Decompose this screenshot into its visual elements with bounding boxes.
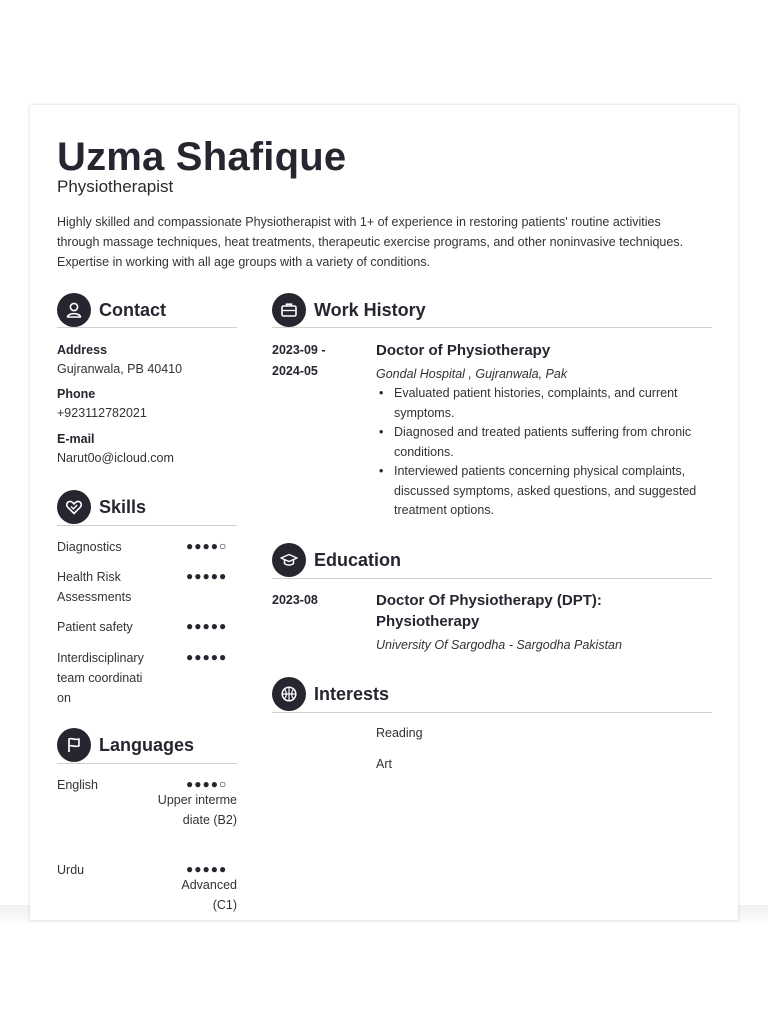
email-label: E-mail bbox=[57, 432, 95, 446]
job-duty: • Interviewed patients concerning physical complaints, discussed symptoms, asked questions, and suggested treatment options. bbox=[376, 462, 701, 521]
language-rating-dots: ●●●●● bbox=[186, 862, 228, 876]
work-divider bbox=[272, 327, 712, 328]
job-duty: • Evaluated patient histories, complaints, and current symptoms. bbox=[376, 384, 701, 423]
basketball-icon bbox=[272, 677, 306, 711]
education-section-header bbox=[272, 543, 401, 577]
flag-icon bbox=[57, 728, 91, 762]
education-heading: Education bbox=[314, 549, 402, 570]
phone-label: Phone bbox=[57, 387, 96, 401]
work-section-header bbox=[272, 293, 426, 327]
contact-section-header bbox=[57, 293, 166, 327]
interests-heading: Interests bbox=[314, 683, 390, 704]
languages-divider bbox=[57, 763, 237, 764]
skill-name: Interdisciplinary team coordination bbox=[57, 651, 144, 705]
interests-divider bbox=[272, 712, 712, 713]
graduation-cap-icon bbox=[272, 543, 306, 577]
job-dates: 2023-09 - 2024-05 bbox=[272, 343, 326, 378]
email-value: Narut0o@icloud.com bbox=[57, 451, 174, 465]
education-degree: Doctor Of Physiotherapy (DPT): Physiotherapy bbox=[376, 592, 602, 630]
job-duty: • Diagnosed and treated patients suffering from chronic conditions. bbox=[376, 423, 701, 462]
candidate-name: Uzma Shafique bbox=[57, 135, 347, 179]
skill-rating-dots: ●●●●● bbox=[186, 650, 228, 664]
language-name: English bbox=[57, 778, 98, 792]
language-rating-dots: ●●●●○ bbox=[186, 777, 228, 791]
phone-value: +923112782021 bbox=[57, 406, 147, 420]
interest-item: Reading bbox=[376, 726, 423, 740]
briefcase-icon bbox=[272, 293, 306, 327]
work-heading: Work History bbox=[314, 299, 426, 320]
puzzle-heart-icon bbox=[57, 490, 91, 524]
languages-section-header bbox=[57, 728, 194, 762]
education-school: University Of Sargodha - Sargodha Pakistan bbox=[376, 638, 622, 652]
skill-name: Health Risk Assessments bbox=[57, 570, 132, 604]
address-value: Gujranwala, PB 40410 bbox=[57, 362, 183, 376]
skills-heading: Skills bbox=[99, 496, 147, 517]
job-employer: Gondal Hospital , Gujranwala, Pak bbox=[376, 367, 568, 381]
skills-divider bbox=[57, 525, 237, 526]
candidate-title: Physiotherapist bbox=[57, 177, 174, 196]
person-icon bbox=[57, 293, 91, 327]
professional-summary: Highly skilled and compassionate Physiotherapist with 1+ of experience in restoring patients' routine activities through massage techniques, heat treatments, therapeutic exercise programs, and other noninvasive techniques. Expertise in working with all age groups with a variety of conditions. bbox=[57, 215, 684, 269]
skill-rating-dots: ●●●●○ bbox=[186, 539, 228, 553]
skill-name: Patient safety bbox=[57, 620, 133, 634]
address-label: Address bbox=[57, 343, 108, 357]
job-duties-list bbox=[376, 384, 701, 521]
interest-item: Art bbox=[376, 757, 392, 771]
skill-rating-dots: ●●●●● bbox=[186, 569, 228, 583]
education-date: 2023-08 bbox=[272, 593, 318, 607]
job-title: Doctor of Physiotherapy bbox=[376, 342, 551, 359]
education-divider bbox=[272, 578, 712, 579]
language-name: Urdu bbox=[57, 863, 85, 877]
interests-section-header bbox=[272, 677, 389, 711]
skill-rating-dots: ●●●●● bbox=[186, 619, 228, 633]
language-level: Upper intermediate (B2) bbox=[157, 793, 237, 827]
languages-heading: Languages bbox=[99, 734, 195, 755]
skill-name: Diagnostics bbox=[57, 540, 122, 554]
contact-divider bbox=[57, 327, 237, 328]
skills-section-header bbox=[57, 490, 146, 524]
resume-page bbox=[30, 105, 738, 920]
language-level: Advanced (C1) bbox=[181, 878, 237, 912]
contact-heading: Contact bbox=[99, 299, 166, 320]
